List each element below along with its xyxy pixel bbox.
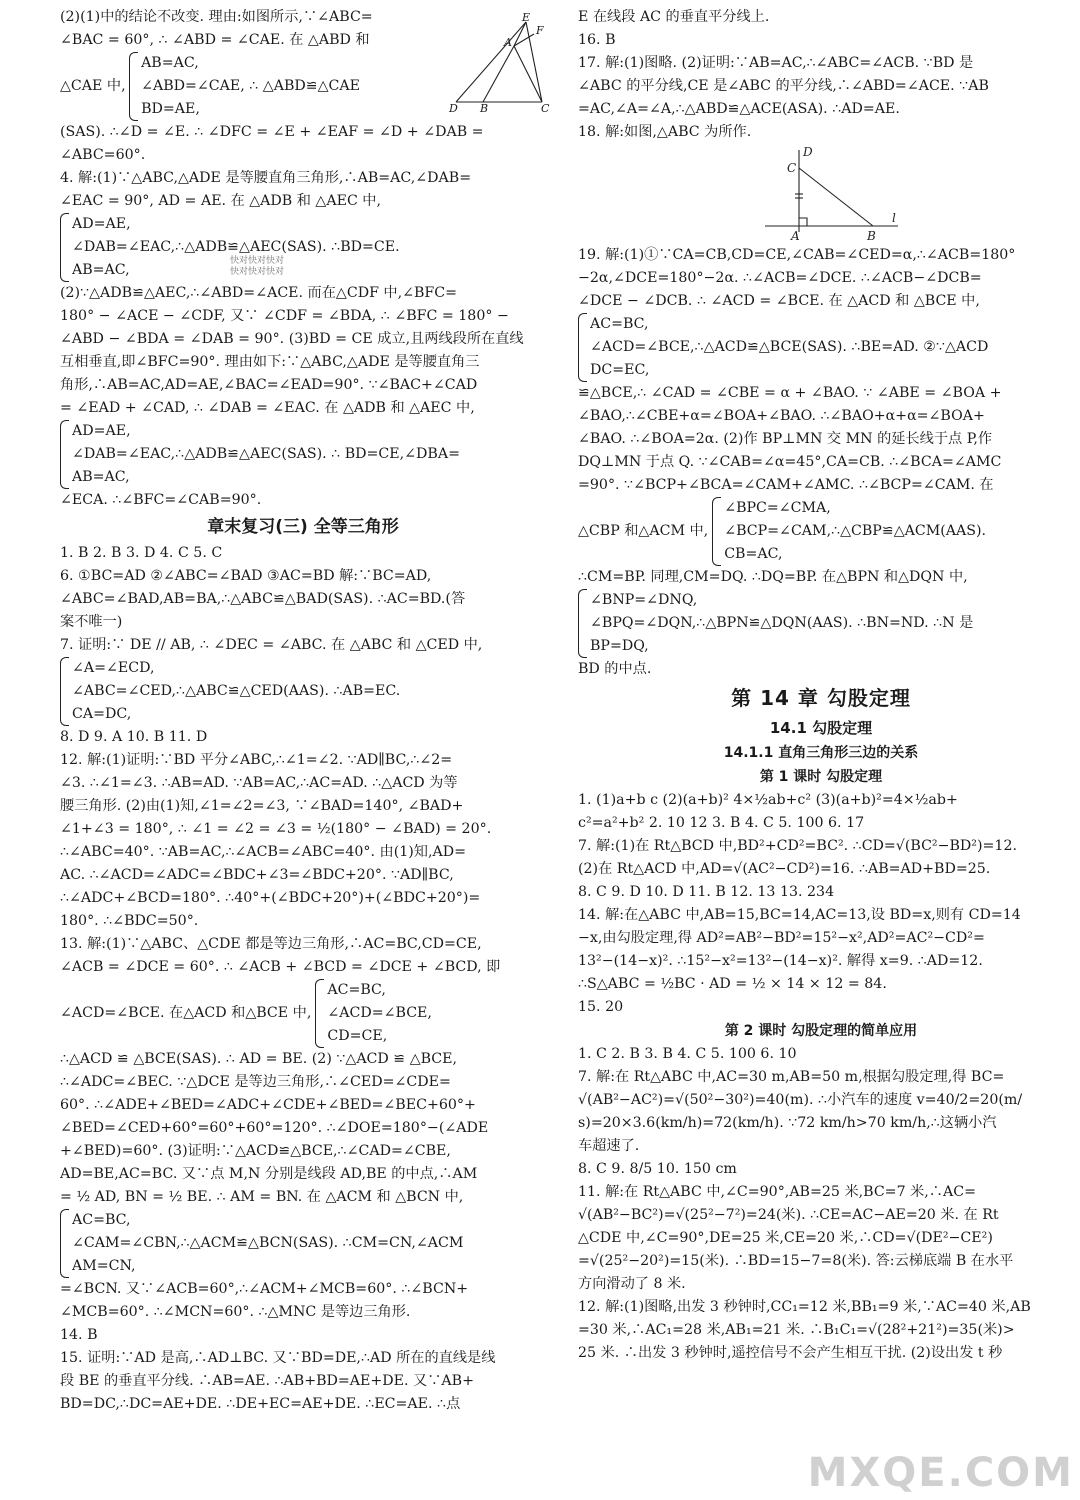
text-line: 7. 解:(1)在 Rt△BCD 中,BD²+CD²=BC². ∴CD=√(BC²−BD²)=12.	[578, 838, 1017, 854]
geometry-figure-1	[446, 12, 556, 112]
brace-line: AC=BC,	[327, 982, 386, 998]
text-line: △CDE 中,∠C=90°,DE=25 米,CE=20 米,∴CD=√(DE²−CE²)	[578, 1230, 993, 1246]
text-line: ∠MCB=60°. ∴∠MCN=60°. ∴△MNC 是等边三角形.	[60, 1304, 411, 1320]
text-line: ∴S△ABC = ½BC · AD = ½ × 14 × 12 = 84.	[578, 976, 887, 992]
text-line: 1. C 2. B 3. B 4. C 5. 100 6. 10	[578, 1046, 797, 1062]
brace-line: CB=AC,	[724, 546, 783, 562]
figure-label: C	[787, 161, 797, 175]
text-line: √(AB²−AC²)=√(50²−30²)=40(m). ∴小汽车的速度 v=40/2=20(m/	[578, 1092, 1023, 1108]
text-line: 7. 证明:∵ DE // AB, ∴ ∠DEC = ∠ABC. 在 △ABC 和 △CED 中,	[60, 637, 483, 653]
brace-mark	[578, 313, 587, 382]
brace-line: ∠BNP=∠DNQ,	[590, 592, 698, 608]
text-line: 角形,∴AB=AC,AD=AE,∠BAC=∠EAD=90°. ∵∠BAC+∠CAD	[60, 377, 478, 393]
text-line: 1. B 2. B 3. D 4. C 5. C	[60, 545, 223, 561]
system-brace-block	[578, 497, 1064, 566]
section-heading: 章末复习(三) 全等三角形	[207, 517, 399, 537]
figure-label: A	[504, 36, 512, 49]
text-line: =∠BCN. 又∵∠ACB=60°,∴∠ACM+∠MCB=60°. ∴∠BCN+	[60, 1281, 469, 1297]
text-line: 8. C 9. D 10. D 11. B 12. 13 13. 234	[578, 884, 835, 900]
text-line: √(AB²−BC²)=√(25²−7²)=24(米). ∴CE=AC−AE=20 米. 在 Rt	[578, 1207, 999, 1223]
brace-line: AB=AC,	[141, 55, 199, 71]
system-brace-block	[60, 657, 546, 726]
system-brace-block	[578, 589, 1064, 658]
brace-line: DC=EC,	[590, 362, 650, 378]
text-line: 15. 20	[578, 999, 624, 1015]
brace-mark	[578, 589, 587, 658]
chapter-heading: 第 14 章 勾股定理	[731, 686, 911, 710]
figure-label: C	[541, 102, 550, 112]
brace-line: CD=CE,	[327, 1028, 388, 1044]
brace-mark	[129, 52, 138, 121]
text-line: DQ⊥MN 于点 Q. ∵∠CAB=∠α=45°,CA=CB. ∴∠BCA=∠AMC	[578, 454, 1002, 470]
text-line: ∠DCE − ∠DCB. ∴ ∠ACD = ∠BCE. 在 △ACD 和 △BCE 中,	[578, 293, 980, 309]
brace-line: AB=AC,	[72, 262, 130, 278]
text-line: 车超速了.	[578, 1138, 640, 1154]
text-line: ∠ABC=60°.	[60, 147, 146, 163]
text-line: ∠ABC 的平分线,CE 是∠ABC 的平分线,∴∠ABD=∠ACE. ∵AB	[578, 78, 989, 94]
text-line: ∠ACB = ∠DCE = 60°. ∴ ∠ACB + ∠BCD = ∠DCE + ∠BCD, 即	[60, 959, 501, 975]
brace-line: ∠A=∠ECD,	[72, 660, 155, 676]
system-brace-block	[60, 52, 360, 121]
text-line: BD=DC,∴DC=AE+DE. ∴DE+EC=AE+DE. ∴EC=AE. ∴点	[60, 1396, 461, 1412]
text-line: ∠BAO,∴∠CBE+α=∠BOA+∠BAO. ∴∠BAO+α+α=∠BOA+	[578, 408, 985, 424]
text-line: E 在线段 AC 的垂直平分线上.	[578, 9, 770, 25]
brace-line: BP=DQ,	[590, 638, 649, 654]
text-line: ∴CM=BP. 同理,CM=DQ. ∴DQ=BP. 在△BPN 和△DQN 中,	[578, 569, 968, 585]
text-line: ≌△BCE,∴ ∠CAD = ∠CBE = α + ∠BAO. ∵ ∠ABE = ∠BOA +	[578, 385, 1002, 401]
text-line: 8. D 9. A 10. B 11. D	[60, 729, 208, 745]
text-line: 16. B	[578, 32, 616, 48]
text-line: s)=20×3.6(km/h)=72(km/h). ∵72 km/h>70 km/h,∴这辆小汽	[578, 1115, 997, 1131]
text-line: ∴△ACD ≌ △BCE(SAS). ∴ AD = BE. (2) ∵△ACD ≌ △BCE,	[60, 1051, 458, 1067]
brace-mark	[60, 213, 69, 282]
brace-line: ∠ABD=∠CAE, ∴ △ABD≌△CAE	[141, 78, 360, 94]
text-line: 7. 解:在 Rt△ABC 中,AC=30 m,AB=50 m,根据勾股定理,得 BC=	[578, 1069, 1005, 1085]
text-line: 14. 解:在△ABC 中,AB=15,BC=14,AC=13,设 BD=x,则有 CD=14	[578, 907, 1021, 923]
text-line: =30 米,∴AC₁=28 米,AB₁=21 米. ∴B₁C₁=√(28²+21²)=35(米)>	[578, 1322, 1015, 1338]
text-line: (2)(1)中的结论不改变. 理由:如图所示,∵∠ABC=	[60, 9, 373, 25]
brace-line: ∠BCP=∠CAM,∴△CBP≌△ACM(AAS).	[724, 523, 987, 539]
text-line: =√(25²−20²)=15(米). ∴BD=15−7=8(米). 答:云梯底端 B 在水平	[578, 1253, 1014, 1269]
text-line: ∠3. ∴∠1=∠3. ∴AB=AD. ∵AB=AC,∴AC=AD. ∴△ACD 为等	[60, 775, 458, 791]
section-heading: 14.1 勾股定理	[769, 719, 873, 737]
text-line: AD=BE,AC=BC. 又∵点 M,N 分别是线段 AD,BE 的中点,∴AM	[60, 1166, 478, 1182]
text-line: ∠BAO. ∴∠BOA=2α. (2)作 BP⊥MN 交 MN 的延长线于点 P,作	[578, 431, 993, 447]
brace-mark	[60, 657, 69, 726]
brace-line: ∠BPC=∠CMA,	[724, 500, 831, 516]
text-line: ∠BED=∠CED+60°=60°+60°=120°. ∴∠DOE=180°−(∠ADE	[60, 1120, 489, 1136]
text-line: ∴∠ADC=∠BEC. ∵△DCE 是等边三角形,∴∠CED=∠CDE=	[60, 1074, 451, 1090]
text-line: 案不唯一)	[60, 614, 123, 630]
text-line: = ∠EAD + ∠CAD, ∴ ∠DAB = ∠EAC. 在 △ADB 和 △AEC 中,	[60, 400, 475, 416]
text-line: ∠ABD − ∠BDA = ∠DAB = 90°. (3)BD = CE 成立,且两线段所在直线	[60, 331, 524, 347]
text-line: 12. 解:(1)证明:∵BD 平分∠ABC,∴∠1=∠2. ∵AD∥BC,∴∠2=	[60, 752, 453, 768]
text-line: 19. 解:(1)①∵CA=CB,CD=CE,∠CAB=∠CED=α,∴∠ACB=180°	[578, 247, 1016, 263]
text-line: △CAE 中,	[60, 78, 126, 94]
text-line: 6. ①BC=AD ②∠ABC=∠BAD ③AC=BD 解:∵BC=AD,	[60, 568, 432, 584]
brace-mark	[60, 1209, 69, 1278]
brace-line: ∠DAB=∠EAC,∴△ADB≌△AEC(SAS). ∴ BD=CE,∠DBA=	[72, 446, 460, 462]
text-line: 4. 解:(1)∵△ABC,△ADE 是等腰直角三角形,∴AB=AC,∠DAB=	[60, 170, 472, 186]
text-line: =90°. ∵∠BCP+∠BCA=∠CAM+∠AMC. ∴∠BCP=∠CAM. 在	[578, 477, 994, 493]
text-line: 1. (1)a+b c (2)(a+b)² 4×½ab+c² (3)(a+b)²=4×½ab+	[578, 792, 958, 808]
system-brace-block	[578, 313, 1064, 382]
brace-mark	[60, 420, 69, 489]
text-line: ∠ABC=∠BAD,AB=BA,∴△ABC≌△BAD(SAS). ∴AC=BD.(答	[60, 591, 466, 607]
watermark: MXQE.COM	[807, 1450, 1074, 1496]
geometry-figure-2	[763, 146, 903, 242]
brace-line: CA=DC,	[72, 706, 132, 722]
text-line: 12. 解:(1)图略,出发 3 秒钟时,CC₁=12 米,BB₁=9 米,∵AC=40 米,AB	[578, 1299, 1031, 1315]
system-brace-block	[60, 979, 546, 1048]
text-line: −x,由勾股定理,得 AD²=AB²−BD²=15²−x²,AD²=AC²−CD²=	[578, 930, 985, 946]
figure-container	[578, 144, 1064, 244]
text-line: 180° − ∠ACE − ∠CDF, 又∵ ∠CDF = ∠BDA, ∴ ∠BFC = 180° −	[60, 308, 509, 324]
text-line: 14. B	[60, 1327, 98, 1343]
figure-label: F	[536, 24, 544, 37]
figure-label: B	[867, 229, 876, 242]
figure-label: A	[791, 229, 800, 242]
text-line: −2α,∠DCE=180°−2α. ∴∠ACB=∠DCE. ∴∠ACB−∠DCB=	[578, 270, 982, 286]
brace-line: ∠ACD=∠BCE,∴△ACD≌△BCE(SAS). ∴BE=AD. ②∵△ACD	[590, 339, 989, 355]
text-line: 8. C 9. 8/5 10. 150 cm	[578, 1161, 737, 1177]
brace-mark	[315, 979, 324, 1048]
text-line: (2)∵△ADB≌△AEC,∴∠ABD=∠ACE. 而在△CDF 中,∠BFC=	[60, 285, 458, 301]
left-column	[60, 6, 550, 1416]
figure-label: l	[892, 211, 896, 225]
brace-line: AD=AE,	[72, 216, 131, 232]
text-line: BD 的中点.	[578, 661, 652, 677]
brace-line: ∠ABC=∠CED,∴△ABC≌△CED(AAS). ∴AB=EC.	[72, 683, 401, 699]
brace-line: AM=CN,	[72, 1258, 136, 1274]
text-line: (SAS). ∴∠D = ∠E. ∴ ∠DFC = ∠E + ∠EAF = ∠D + ∠DAB =	[60, 124, 484, 140]
figure-label: E	[522, 12, 531, 24]
text-line: 互相垂直,即∠BFC=90°. 理由如下:∵△ABC,△ADE 是等腰直角三	[60, 354, 480, 370]
brace-line: BD=AE,	[141, 101, 200, 117]
brace-line: AB=AC,	[72, 469, 130, 485]
figure-label: D	[803, 146, 813, 159]
text-line: 18. 解:如图,△ABC 为所作.	[578, 124, 752, 140]
figure-label: B	[480, 102, 489, 112]
text-line: 25 米. ∴出发 3 秒钟时,遥控信号不会产生相互干扰. (2)设出发 t 秒	[578, 1345, 1003, 1361]
text-line: ∠ACD=∠BCE. 在△ACD 和△BCE 中,	[60, 1005, 312, 1021]
text-line: △CBP 和△ACM 中,	[578, 523, 709, 539]
text-line: ∠1+∠3 = 180°, ∴ ∠1 = ∠2 = ∠3 = ½(180° − ∠BAD) = 20°.	[60, 821, 492, 837]
text-line: 11. 解:在 Rt△ABC 中,∠C=90°,AB=25 米,BC=7 米,∴AC=	[578, 1184, 976, 1200]
system-brace-block	[60, 420, 546, 489]
brace-line: ∠DAB=∠EAC,∴△ADB≌△AEC(SAS). ∴BD=CE.	[72, 239, 400, 255]
text-line: 方向滑动了 8 米.	[578, 1276, 686, 1292]
text-line: 15. 证明:∵AD 是高,∴AD⊥BC. 又∵BD=DE,∴AD 所在的直线是线	[60, 1350, 496, 1366]
subsection-heading: 14.1.1 直角三角形三边的关系	[723, 745, 919, 761]
system-brace-block	[60, 1209, 546, 1278]
text-line: 腰三角形. (2)由(1)知,∠1=∠2=∠3, ∵∠BAD=140°, ∠BAD+	[60, 798, 464, 814]
right-column	[578, 6, 1064, 1365]
brace-line: ∠BPQ=∠DQN,∴△BPN≌△DQN(AAS). ∴BN=ND. ∴N 是	[590, 615, 974, 631]
text-line: 60°. ∴∠ADE+∠BED=∠ADC+∠CDE+∠BED=∠BEC+60°+	[60, 1097, 476, 1113]
lesson-heading: 第 2 课时 勾股定理的简单应用	[724, 1023, 918, 1039]
system-brace-block	[60, 213, 546, 282]
text-line: (2)在 Rt△ACD 中,AD=√(AC²−CD²)=16. ∴AB=AD+BD=25.	[578, 861, 991, 877]
text-line: 180°. ∴∠BDC=50°.	[60, 913, 199, 929]
text-line: ∠EAC = 90°, AD = AE. 在 △ADB 和 △AEC 中,	[60, 193, 382, 209]
text-line: ∴∠ABC=40°. ∵AB=AC,∴∠ACB=∠ABC=40°. 由(1)知,AD=	[60, 844, 466, 860]
brace-line: AC=BC,	[72, 1212, 131, 1228]
text-line: AC. ∴∠ACD=∠ADC=∠BDC+∠3=∠BDC+20°. ∵AD∥BC,	[60, 867, 454, 883]
text-line: c²=a²+b² 2. 10 12 3. B 4. C 5. 100 6. 17	[578, 815, 865, 831]
text-line: 13²−(14−x)². ∴15²−x²=13²−(14−x)². 解得 x=9. ∴AD=12.	[578, 953, 983, 969]
text-line: ∠ECA. ∴∠BFC=∠CAB=90°.	[60, 492, 262, 508]
text-line: +∠BED)=60°. (3)证明:∵△ACD≌△BCE,∴∠CAD=∠CBE,	[60, 1143, 451, 1159]
brace-line: ∠ACD=∠BCE,	[327, 1005, 432, 1021]
text-line: =AC,∠A=∠A,∴△ABD≌△ACE(ASA). ∴AD=AE.	[578, 101, 900, 117]
figure-label: D	[449, 102, 458, 112]
text-line: 段 BE 的垂直平分线. ∴AB=AE. ∴AB+BD=AE+DE. 又∵AB+	[60, 1373, 474, 1389]
text-line: ∴∠ADC+∠BCD=180°. ∴40°+(∠BDC+20°)+(∠BDC+20°)=	[60, 890, 481, 906]
stamp-line: 快对快对快对	[230, 267, 285, 277]
brace-mark	[712, 497, 721, 566]
brace-line: AC=BC,	[590, 316, 649, 332]
stamp-line: 快对快对快对	[230, 256, 285, 266]
brace-line: AD=AE,	[72, 423, 131, 439]
text-line: = ½ AD, BN = ½ BE. ∴ AM = BN. 在 △ACM 和 △BCN 中,	[60, 1189, 464, 1205]
text-line: 13. 解:(1)∵△ABC、△CDE 都是等边三角形,∴AC=BC,CD=CE,	[60, 936, 482, 952]
brace-line: ∠CAM=∠CBN,∴△ACM≌△BCN(SAS). ∴CM=CN,∠ACM	[72, 1235, 464, 1251]
stamp-text	[230, 256, 284, 278]
lesson-heading: 第 1 课时 勾股定理	[759, 769, 883, 785]
text-line: ∠BAC = 60°, ∴ ∠ABD = ∠CAE. 在 △ABD 和	[60, 32, 370, 48]
text-line: 17. 解:(1)图略. (2)证明:∵AB=AC,∴∠ABC=∠ACB. ∵BD 是	[578, 55, 974, 71]
